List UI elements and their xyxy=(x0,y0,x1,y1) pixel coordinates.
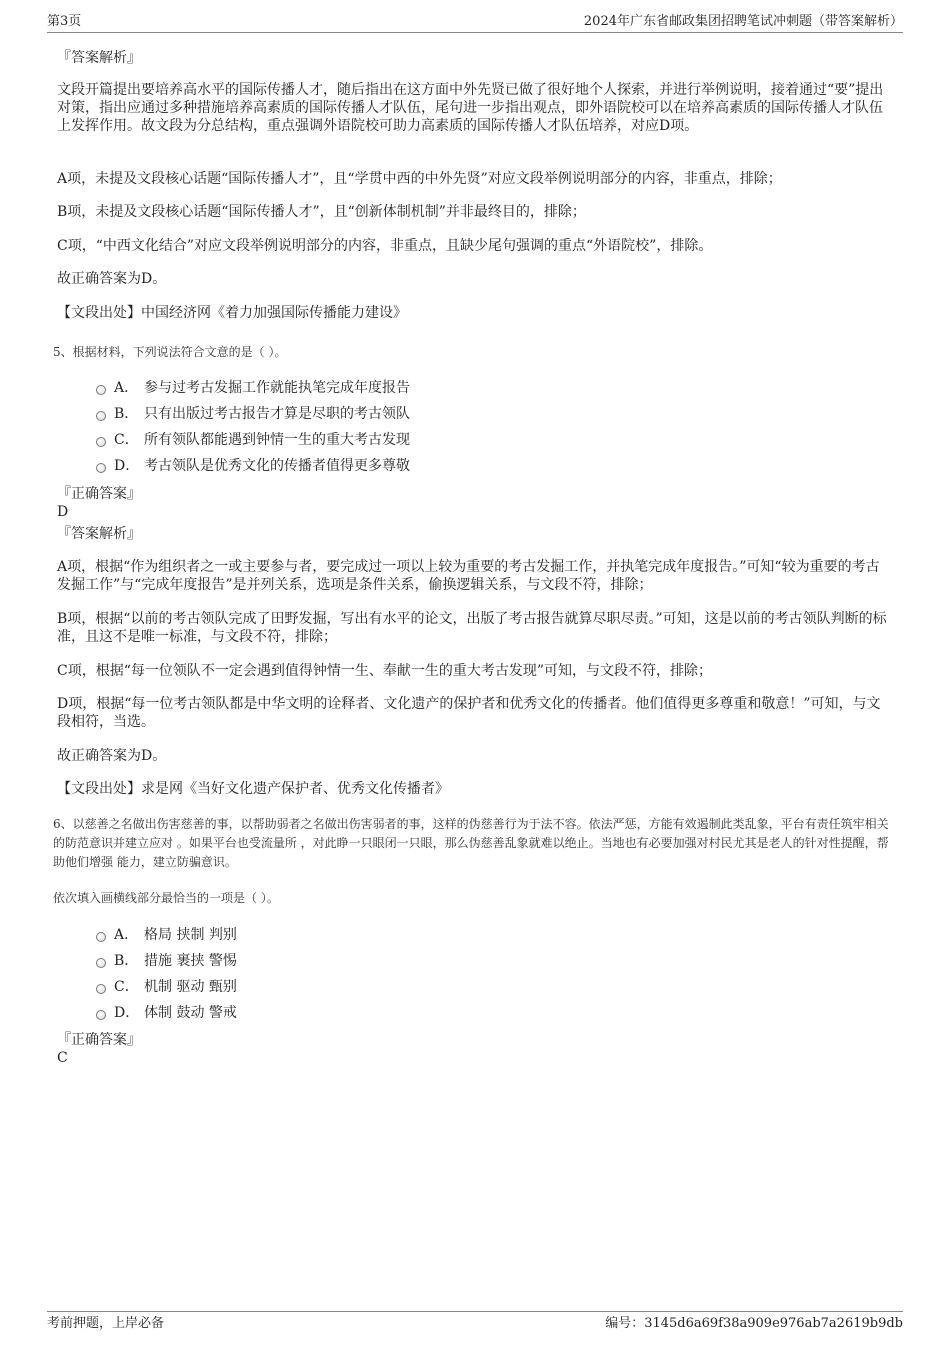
page-header xyxy=(47,14,903,33)
q6-answer: C xyxy=(57,1050,68,1066)
option-text: 参与过考古发掘工作就能执笔完成年度报告 xyxy=(144,380,410,396)
option-letter: B． xyxy=(114,406,139,422)
q5-answer: D xyxy=(57,504,69,520)
radio-button-icon[interactable] xyxy=(96,932,106,942)
option-letter: C． xyxy=(114,979,139,995)
page-footer xyxy=(47,1311,903,1335)
q4-analysis-paragraph: 文段开篇提出要培养高水平的国际传播人才，随后指出在这方面中外先贤已做了很好地个人探索，并进行举例说明，接着通过“要”提出对策，指出应通过多种措施培养高素质的国际传播人才队伍，尾句进一步指出观点，即外语院校可以在培养高素质的国际传播人才队伍上发挥作用。故文段为分总结构，重点强调外语院校可助力高素质的国际传播人才队伍培养，对应D项。 xyxy=(57,82,884,134)
radio-button-icon[interactable] xyxy=(96,411,106,421)
q6-question: 依次填入画横线部分最恰当的一项是（ ）。 xyxy=(53,891,279,905)
q4-analysis-c: C项，“中西文化结合”对应文段举例说明部分的内容，非重点，且缺少尾句强调的重点“外语院校”，排除。 xyxy=(57,238,713,254)
option-text: 所有领队都能遇到钟情一生的重大考古发现 xyxy=(144,432,410,448)
q5-analysis-d: D项，根据“每一位考古领队都是中华文明的诠释者、文化遗产的保护者和优秀文化的传播者。他们值得更多尊重和敬意！”可知，与文段相符，当选。 xyxy=(57,696,881,730)
q6-answer-label: 『正确答案』 xyxy=(57,1032,141,1048)
option-letter: A． xyxy=(114,927,139,943)
q4-conclusion: 故正确答案为D。 xyxy=(57,271,167,287)
option-text: 考古领队是优秀文化的传播者值得更多尊敬 xyxy=(144,458,410,474)
radio-button-icon[interactable] xyxy=(96,437,106,447)
q5-option-c[interactable] xyxy=(96,431,410,449)
radio-button-icon[interactable] xyxy=(96,984,106,994)
q4-analysis-label: 『答案解析』 xyxy=(57,50,141,66)
q5-option-a[interactable] xyxy=(96,379,410,397)
footer-slogan: 考前押题，上岸必备 xyxy=(47,1316,165,1331)
q6-option-b[interactable] xyxy=(96,952,237,970)
q6-option-c[interactable] xyxy=(96,978,237,996)
q5-conclusion: 故正确答案为D。 xyxy=(57,748,167,764)
page-number: 第3页 xyxy=(47,14,82,29)
document-serial-number: 编号：3145d6a69f38a909e976ab7a2619b9db xyxy=(605,1316,903,1331)
q5-analysis-a: A项，根据“作为组织者之一或主要参与者，要完成过一项以上较为重要的考古发掘工作，并执笔完成年度报告。”可知“较为重要的考古发掘工作”与“完成年度报告”是并列关系，选项是条件关系，偷换逻辑关系，与文段不符，排除； xyxy=(57,559,880,593)
q5-analysis-label: 『答案解析』 xyxy=(57,526,141,542)
q6-option-a[interactable] xyxy=(96,926,237,944)
radio-button-icon[interactable] xyxy=(96,958,106,968)
radio-button-icon[interactable] xyxy=(96,1010,106,1020)
option-letter: D． xyxy=(114,458,140,474)
q4-source: 【文段出处】中国经济网《着力加强国际传播能力建设》 xyxy=(57,305,407,321)
q5-analysis-b: B项，根据“以前的考古领队完成了田野发掘，写出有水平的论文，出版了考古报告就算尽职尽责。”可知，这是以前的考古领队判断的标准，且这不是唯一标准，与文段不符，排除； xyxy=(57,611,887,645)
q5-question: 5、根据材料，下列说法符合文意的是（ ）。 xyxy=(53,345,287,359)
q5-analysis-c: C项，根据“每一位领队不一定会遇到值得钟情一生、奉献一生的重大考古发现”可知，与文段不符，排除； xyxy=(57,663,713,679)
option-letter: B． xyxy=(114,953,139,969)
q4-analysis-b: B项，未提及文段核心话题“国际传播人才”，且“创新体制机制”并非最终目的，排除； xyxy=(57,204,586,220)
option-text: 措施 裹挟 警惕 xyxy=(144,953,237,969)
radio-button-icon[interactable] xyxy=(96,385,106,395)
option-text: 体制 鼓动 警戒 xyxy=(144,1005,237,1021)
option-letter: D． xyxy=(114,1005,140,1021)
q5-option-d[interactable] xyxy=(96,457,410,475)
q5-option-b[interactable] xyxy=(96,405,410,423)
document-title: 2024年广东省邮政集团招聘笔试冲刺题（带答案解析） xyxy=(583,14,903,29)
option-letter: A． xyxy=(114,380,139,396)
q6-option-d[interactable] xyxy=(96,1004,237,1022)
option-letter: C． xyxy=(114,432,139,448)
radio-button-icon[interactable] xyxy=(96,463,106,473)
option-text: 机制 驱动 甄别 xyxy=(144,979,237,995)
option-text: 格局 挟制 判别 xyxy=(144,927,237,943)
q6-passage: 6、以慈善之名做出伤害慈善的事，以帮助弱者之名做出伤害弱者的事，这样的伪慈善行为于法不容。依法严惩，方能有效遏制此类乱象，平台有责任筑牢相关的防范意识并建立应对 。如果平台也受流量所 ，对此睁一只眼闭一只眼，那么伪慈善乱象就难以绝止。当地也有必要加强对村民尤其是老人的针对性提醒，帮助他们增强 能力，建立防骗意识。 xyxy=(53,817,889,869)
q5-source: 【文段出处】求是网《当好文化遗产保护者、优秀文化传播者》 xyxy=(57,781,449,797)
q5-answer-label: 『正确答案』 xyxy=(57,486,141,502)
q4-analysis-a: A项，未提及文段核心话题“国际传播人才”，且“学贯中西的中外先贤”对应文段举例说明部分的内容，非重点，排除； xyxy=(57,171,782,187)
option-text: 只有出版过考古报告才算是尽职的考古领队 xyxy=(144,406,410,422)
